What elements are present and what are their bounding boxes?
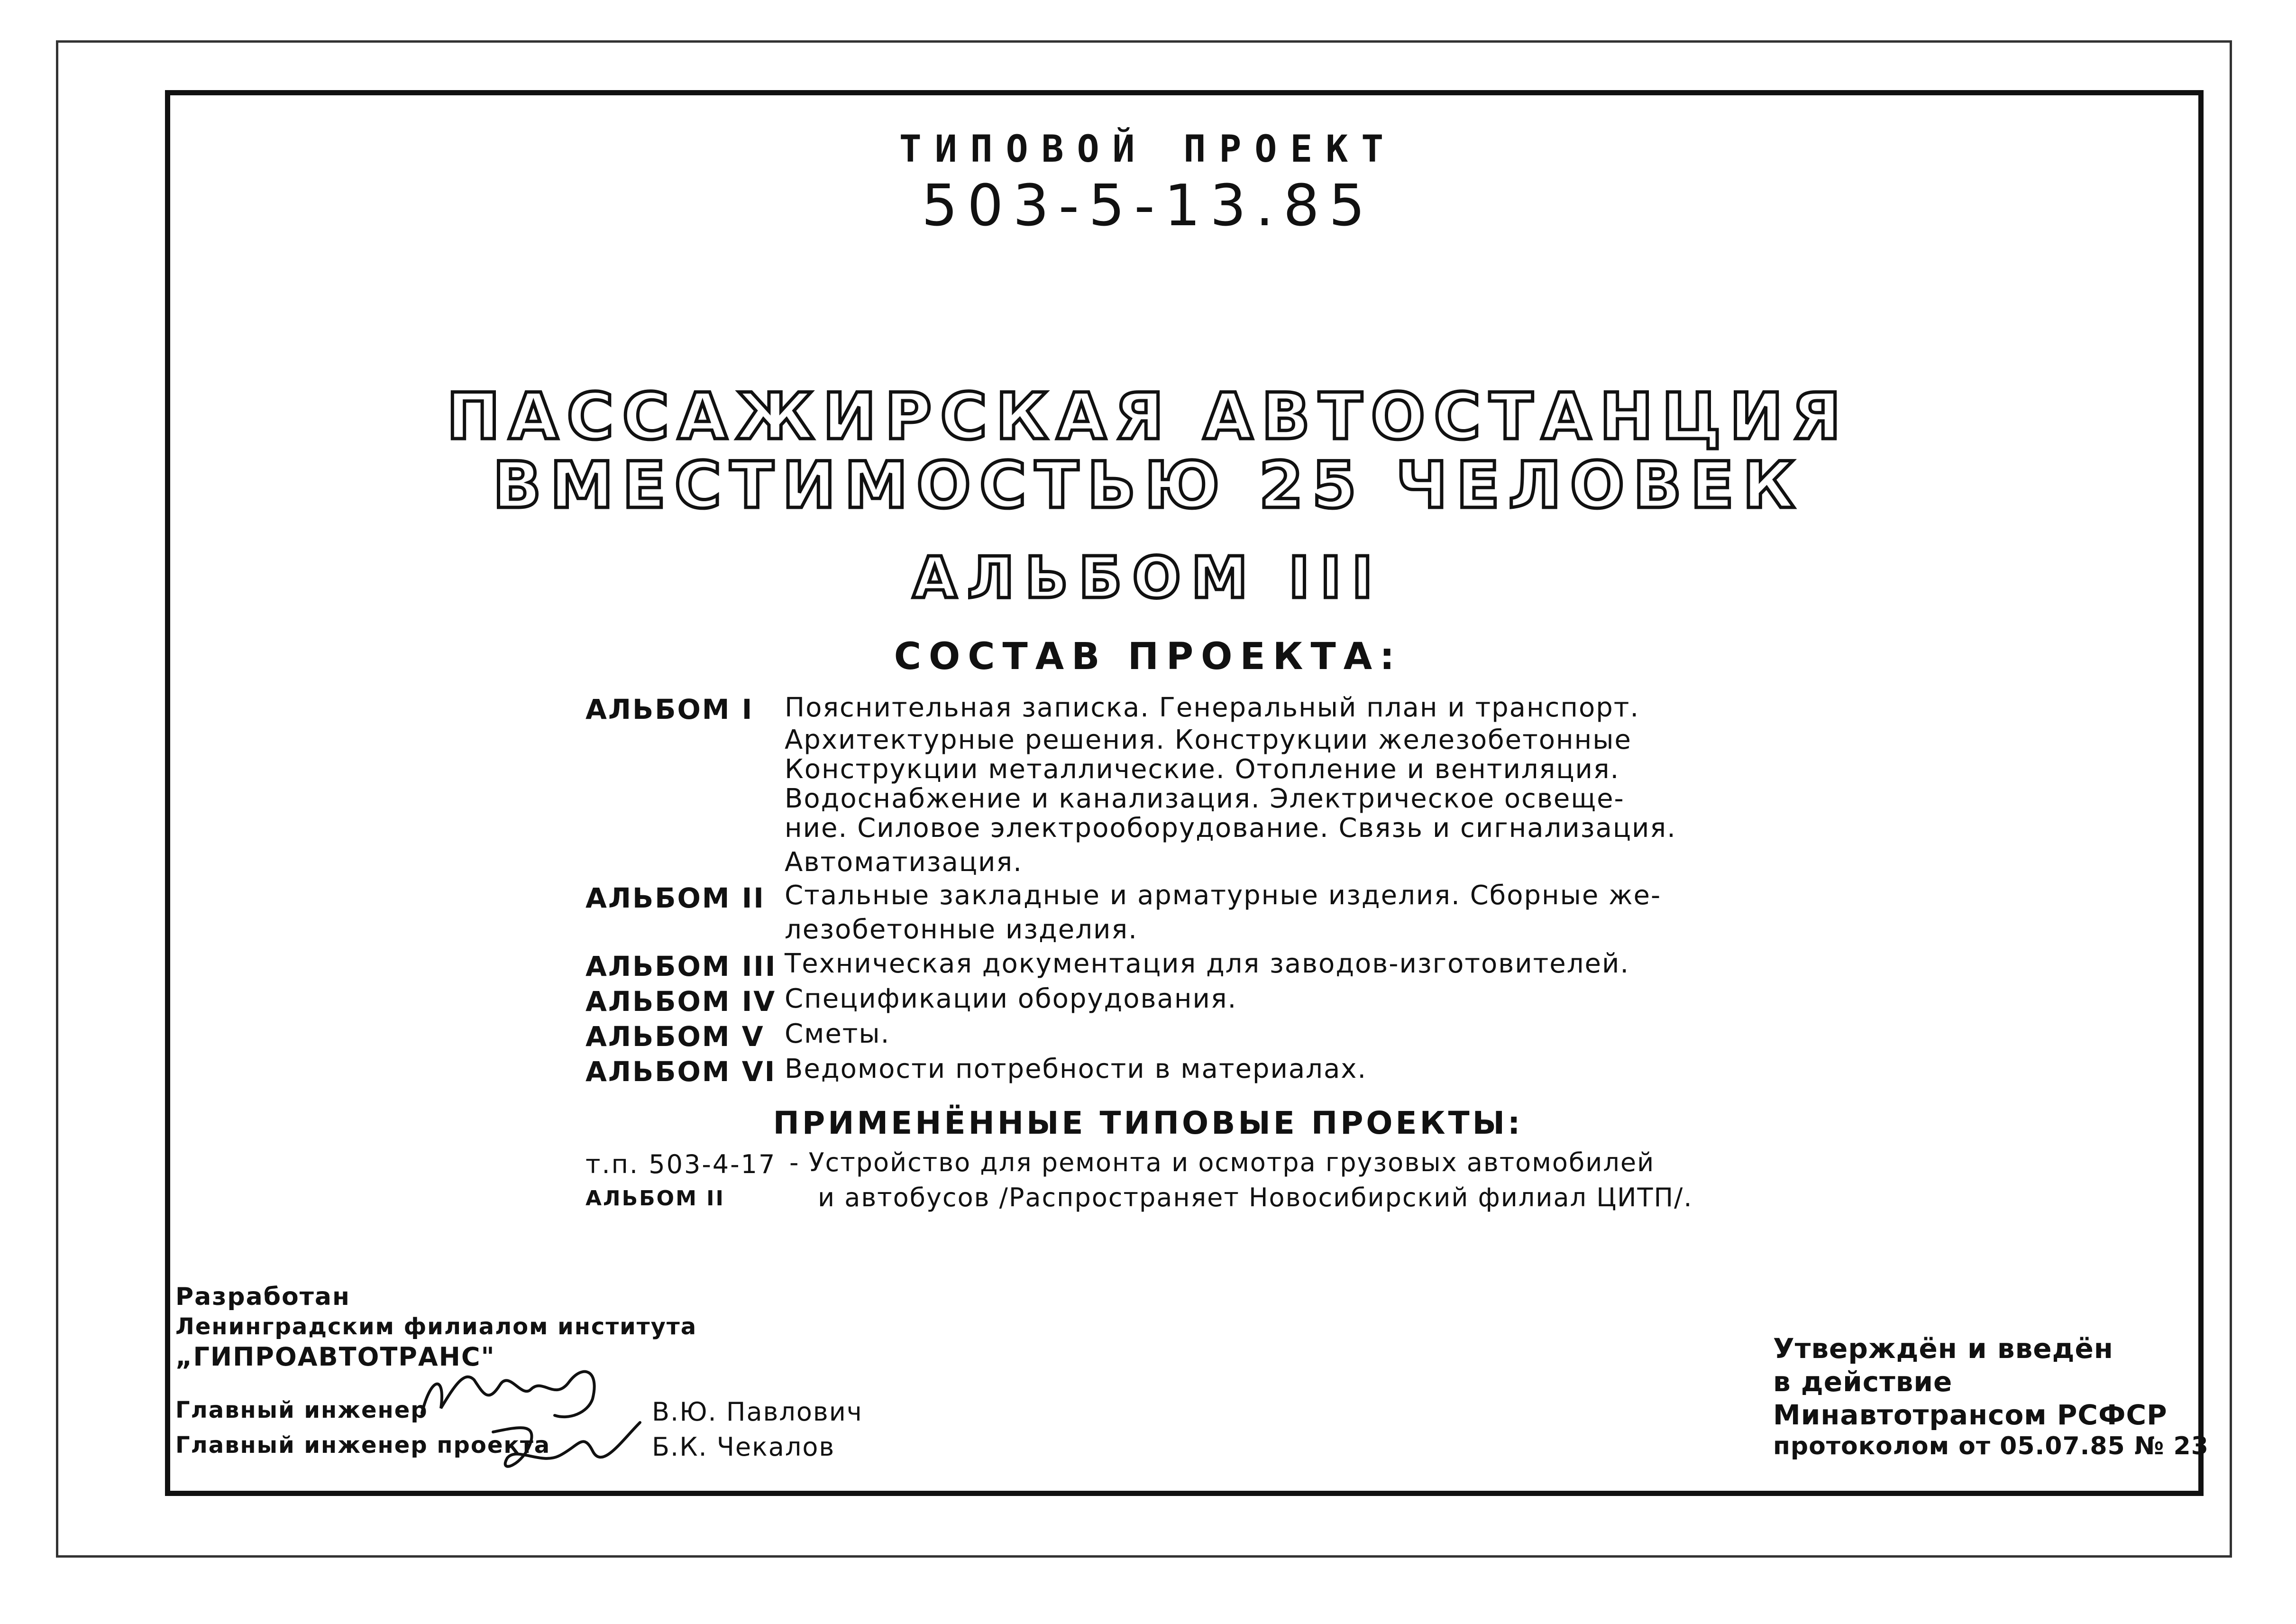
title-line-1: ПАССАЖИРСКАЯ АВТОСТАНЦИЯ [446,379,1850,454]
album-title: АЛЬБОМ III [913,545,1383,611]
album-1-line-5: ние. Силовое электрооборудование. Связь и сигнализация. [785,813,1676,844]
approval-line-4: протоколом от 05.07.85 № 23 [1773,1432,2209,1460]
approval-line-3: Минавтотрансом РСФСР [1773,1399,2168,1431]
project-code: 503-5-13.85 [921,173,1375,239]
album-4-line-1: Спецификации оборудования. [785,983,1237,1014]
applied-ref-album: АЛЬБОМ II [585,1186,725,1211]
title-line-2: ВМЕСТИМОСТЬЮ 25 ЧЕЛОВЕК [493,448,1803,523]
contents-heading: СОСТАВ ПРОЕКТА: [894,635,1402,678]
signature-chief-project-engineer [479,1413,649,1484]
album-4-label: АЛЬБОМ IV [585,985,777,1018]
album-2-line-1: Стальные закладные и арматурные изделия. Сборные же- [785,880,1662,911]
applied-projects-heading: ПРИМЕНЁННЫЕ ТИПОВЫЕ ПРОЕКТЫ: [773,1105,1523,1141]
approval-line-2: в действие [1773,1366,1953,1398]
chief-engineer-role: Главный инженер [175,1397,428,1423]
approval-line-1: Утверждён и введён [1773,1332,2113,1365]
album-5-label: АЛЬБОМ V [585,1020,765,1053]
album-2-label: АЛЬБОМ II [585,882,765,914]
album-6-line-1: Ведомости потребности в материалах. [785,1054,1367,1084]
album-1-line-6: Автоматизация. [785,847,1023,878]
album-3-label: АЛЬБОМ III [585,950,777,982]
album-1-line-1: Пояснительная записка. Генеральный план и транспорт. [785,692,1640,723]
album-2-line-2: лезобетонные изделия. [785,914,1138,945]
chief-engineer-name: В.Ю. Павлович [652,1397,863,1427]
album-1-line-2: Архитектурные решения. Конструкции железобетонные [785,725,1632,755]
applied-ref-code: т.п. 503-4-17 [585,1149,777,1179]
album-3-line-1: Техническая документация для заводов-изготовителей. [785,948,1630,979]
developer-label: Разработан [175,1283,350,1311]
album-1-line-4: Водоснабжение и канализация. Электрическое освеще- [785,783,1625,814]
chief-project-engineer-name: Б.К. Чекалов [652,1432,835,1462]
album-5-line-1: Сметы. [785,1018,890,1049]
chief-project-engineer-role: Главный инженер проекта [175,1432,551,1459]
album-6-label: АЛЬБОМ VI [585,1055,777,1088]
applied-ref-line-1: - Устройство для ремонта и осмотра грузовых автомобилей [789,1147,1655,1177]
album-1-line-3: Конструкции металлические. Отопление и вентиляция. [785,754,1620,785]
developer-branch: Ленинградским филиалом института [175,1313,697,1340]
album-1-label: АЛЬБОМ I [585,693,754,725]
developer-institute: „ГИПРОАВТОТРАНС" [175,1342,495,1372]
project-label: ТИПОВОЙ ПРОЕКТ [899,128,1397,171]
applied-ref-line-2: и автобусов /Распространяет Новосибирский филиал ЦИТП/. [818,1183,1693,1212]
